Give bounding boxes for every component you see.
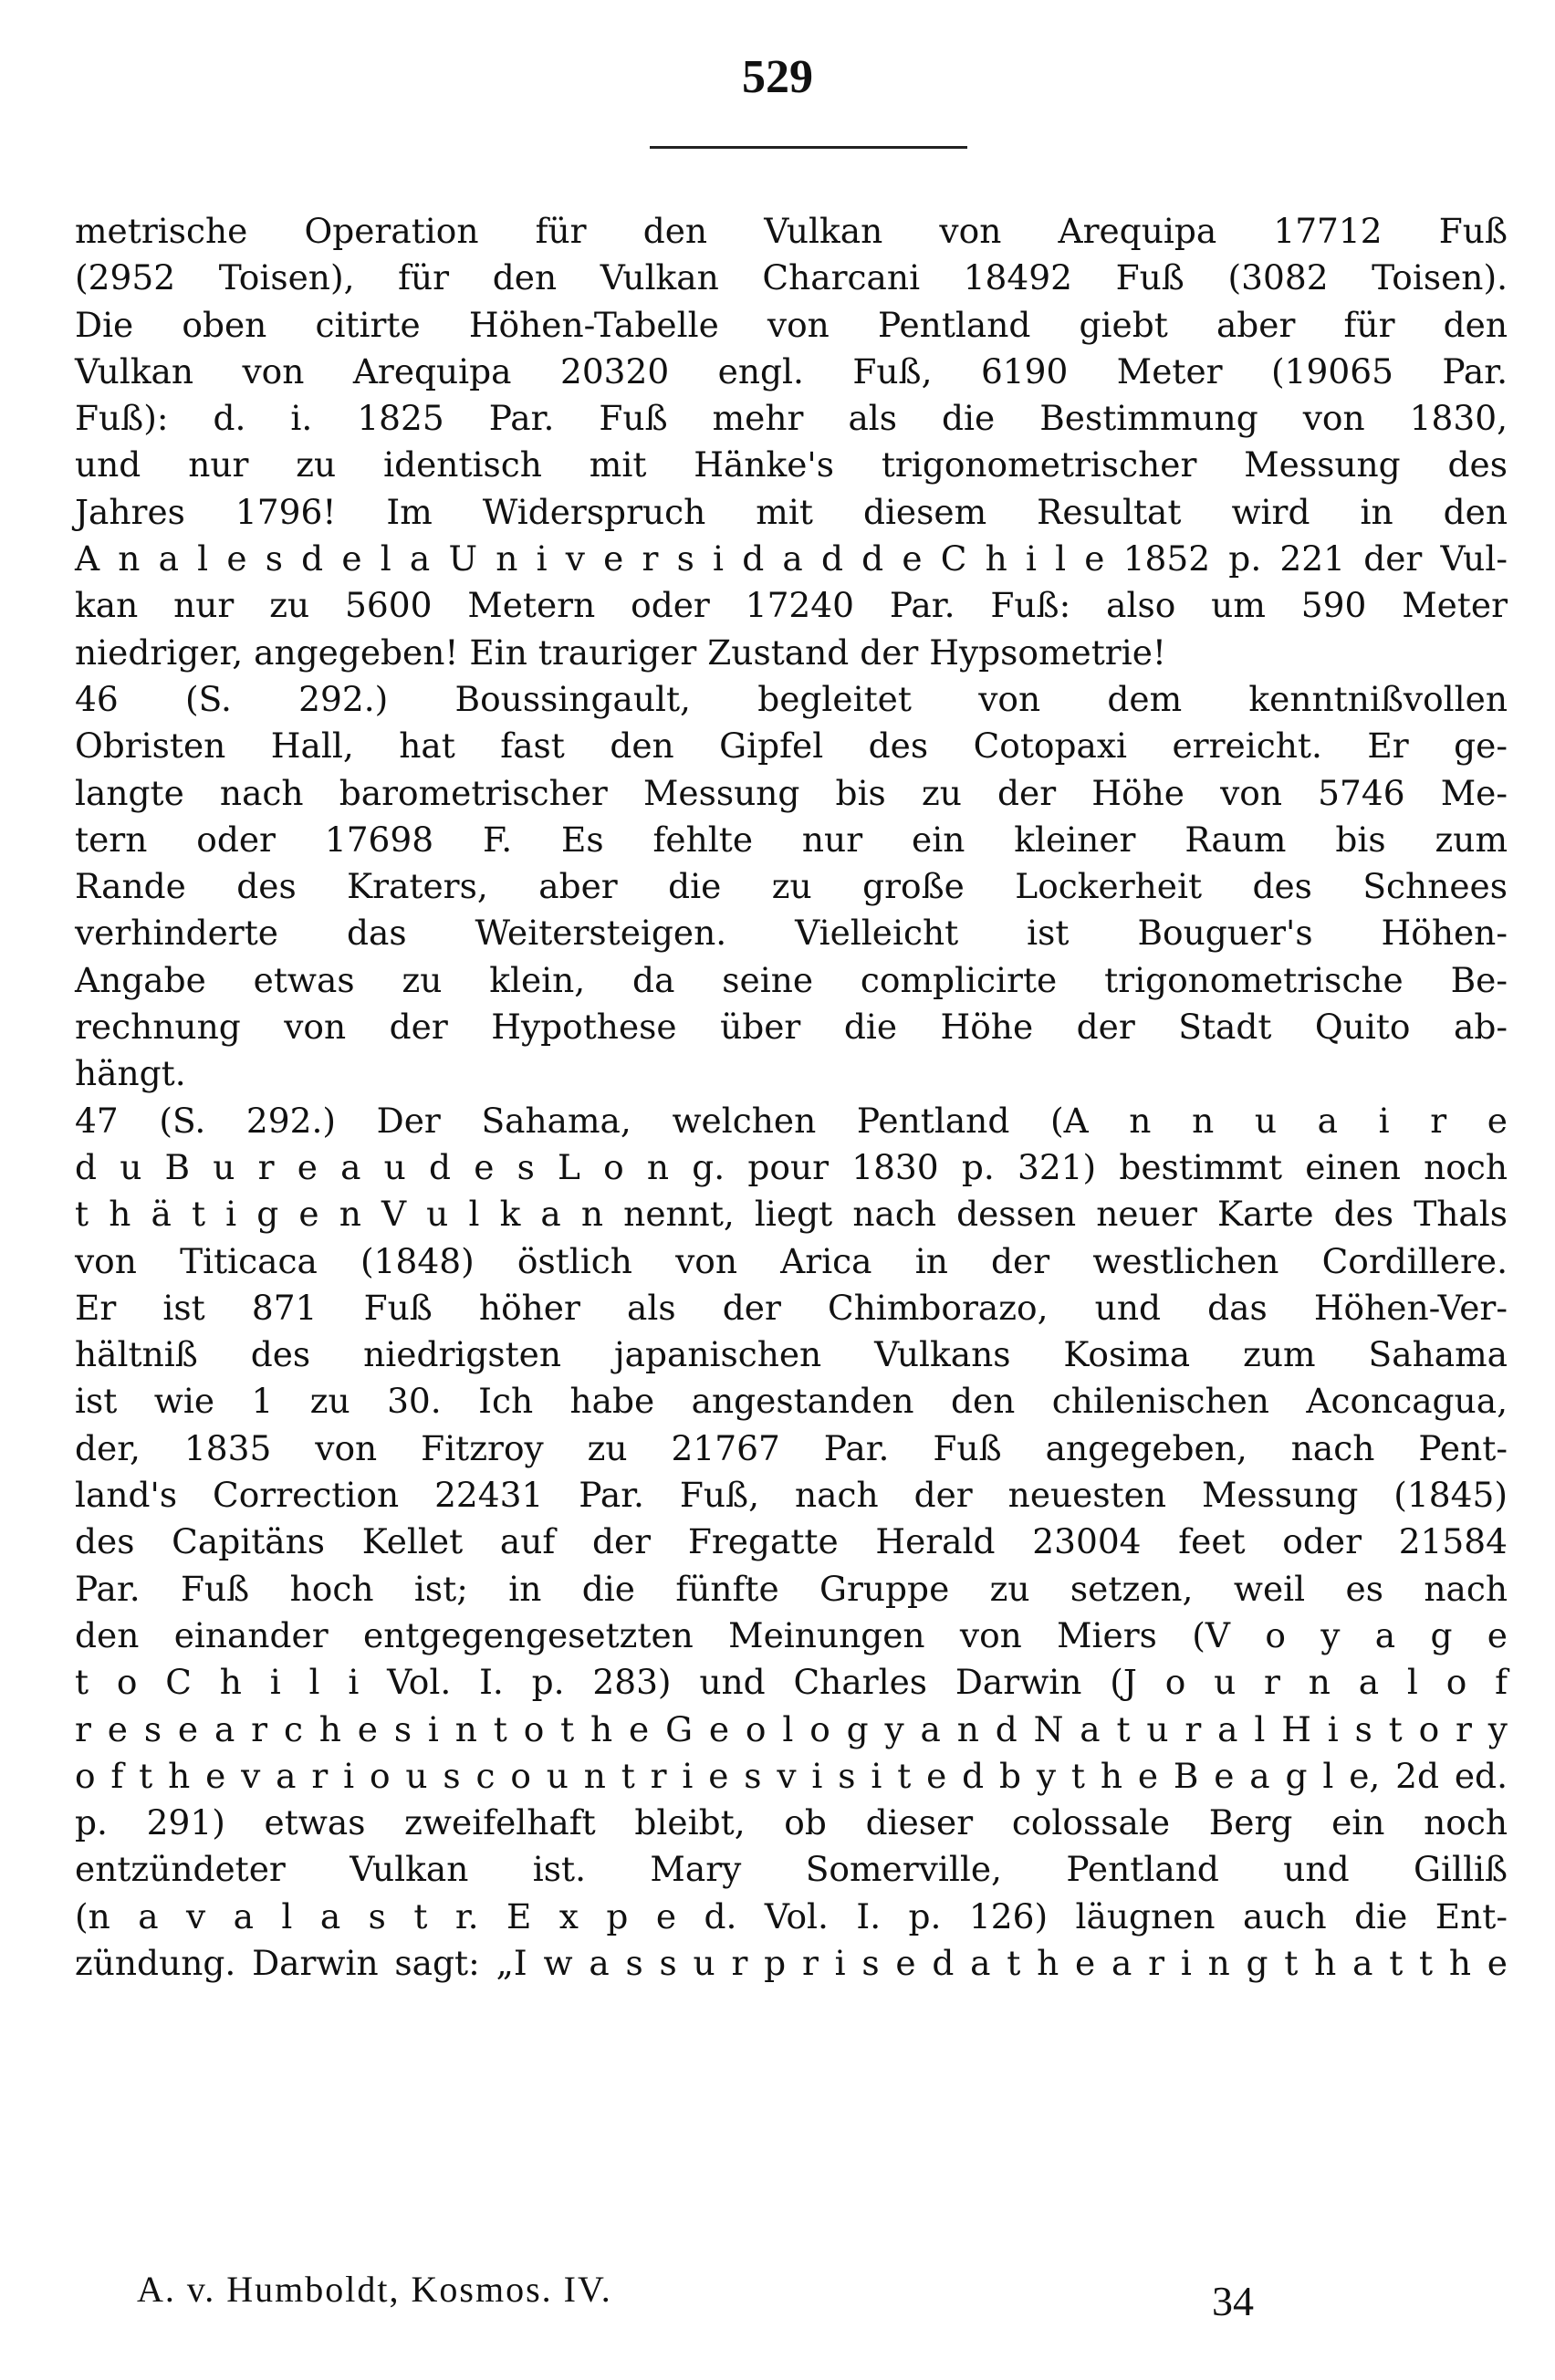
text-line: t h ä t i g e n V u l k a n nennt, liegt nach dessen neuer Karte des Thals: [75, 1194, 1508, 1235]
footnote-47-start: 47 (S. 292.) Der Sahama, welchen Pentland (A n n u a i r e: [75, 1100, 1508, 1141]
text-line: Par. Fuß hoch ist; in die fünfte Gruppe zu setzen, weil es nach: [75, 1568, 1508, 1609]
text-line: o f t h e v a r i o u s c o u n t r i e s v i s i t e d b y t h e B e a g l e, 2d ed.: [75, 1755, 1508, 1796]
text-line: Jahres 1796! Im Widerspruch mit diesem Resultat wird in den: [75, 491, 1508, 532]
text-line: (2952 Toisen), für den Vulkan Charcani 18492 Fuß (3082 Toisen).: [75, 257, 1508, 298]
text-line: von Titicaca (1848) östlich von Arica in der westlichen Cordillere.: [75, 1240, 1508, 1281]
text-line: metrische Operation für den Vulkan von Arequipa 17712 Fuß: [75, 211, 1508, 251]
text-line: ist wie 1 zu 30. Ich habe angestanden den chilenischen Aconcagua,: [75, 1381, 1508, 1422]
text-line: rechnung von der Hypothese über die Höhe der Stadt Quito ab-: [75, 1007, 1508, 1048]
text-line: niedriger, angegeben! Ein trauriger Zustand der Hypsometrie!: [75, 632, 1166, 673]
text-line: der, 1835 von Fitzroy zu 21767 Par. Fuß angegeben, nach Pent-: [75, 1427, 1508, 1468]
text-line: land's Correction 22431 Par. Fuß, nach der neuesten Messung (1845): [75, 1475, 1508, 1516]
text-line: Angabe etwas zu klein, da seine complicirte trigonometrische Be-: [75, 959, 1508, 1000]
text-line: tern oder 17698 F. Es fehlte nur ein kleiner Raum bis zum: [75, 819, 1508, 860]
text-line: zündung. Darwin sagt: „I w a s s u r p r i s e d a t h e a r i n g t h a t t h e: [75, 1942, 1508, 1983]
header-rule: [650, 146, 967, 149]
text-line: Obristen Hall, hat fast den Gipfel des Cotopaxi erreicht. Er ge-: [75, 725, 1508, 767]
text-line: r e s e a r c h e s i n t o t h e G e o l o g y a n d N a t u r a l H i s t o r y: [75, 1708, 1508, 1749]
text-line: (n a v a l a s t r. E x p e d. Vol. I. p. 126) läugnen auch die Ent-: [75, 1895, 1508, 1936]
text-line: entzündeter Vulkan ist. Mary Somerville, Pentland und Gilliß: [75, 1849, 1508, 1890]
text-line: hältniß des niedrigsten japanischen Vulkans Kosima zum Sahama: [75, 1334, 1508, 1375]
text-line: A n a l e s d e l a U n i v e r s i d a d d e C h i l e 1852 p. 221 der Vul-: [75, 538, 1508, 579]
text-line: hängt.: [75, 1053, 186, 1094]
text-line: und nur zu identisch mit Hänke's trigonometrischer Messung des: [75, 444, 1508, 485]
page-number: 529: [742, 51, 813, 103]
body-text: [75, 208, 1508, 1987]
text-line: Er ist 871 Fuß höher als der Chimborazo, und das Höhen-Ver-: [75, 1287, 1508, 1328]
page-footer: [137, 2268, 1506, 2332]
text-line: Vulkan von Arequipa 20320 engl. Fuß, 6190 Meter (19065 Par.: [75, 350, 1508, 391]
text-line: langte nach barometrischer Messung bis zu der Höhe von 5746 Me-: [75, 772, 1508, 813]
text-line: des Capitäns Kellet auf der Fregatte Herald 23004 feet oder 21584: [75, 1521, 1508, 1562]
text-line: Die oben citirte Höhen-Tabelle von Pentland giebt aber für den: [75, 304, 1508, 345]
text-line: t o C h i l i Vol. I. p. 283) und Charles Darwin (J o u r n a l o f: [75, 1662, 1508, 1703]
text-line: kan nur zu 5600 Metern oder 17240 Par. Fuß: also um 590 Meter: [75, 585, 1508, 626]
sheet-number: 34: [1212, 2278, 1254, 2324]
footnote-46-start: 46 (S. 292.) Boussingault, begleitet von dem kenntnißvollen: [75, 678, 1508, 719]
text-line: p. 291) etwas zweifelhaft bleibt, ob dieser colossale Berg ein noch: [75, 1802, 1508, 1843]
text-line: d u B u r e a u d e s L o n g. pour 1830 p. 321) bestimmt einen noch: [75, 1146, 1508, 1187]
text-line: verhinderte das Weitersteigen. Vielleicht ist Bouguer's Höhen-: [75, 913, 1508, 954]
signature-line: A. v. Humboldt, Kosmos. IV.: [137, 2269, 612, 2310]
text-line: Rande des Kraters, aber die zu große Lockerheit des Schnees: [75, 866, 1508, 907]
text-line: Fuß): d. i. 1825 Par. Fuß mehr als die Bestimmung von 1830,: [75, 398, 1508, 439]
text-line: den einander entgegengesetzten Meinungen von Miers (V o y a g e: [75, 1614, 1508, 1655]
